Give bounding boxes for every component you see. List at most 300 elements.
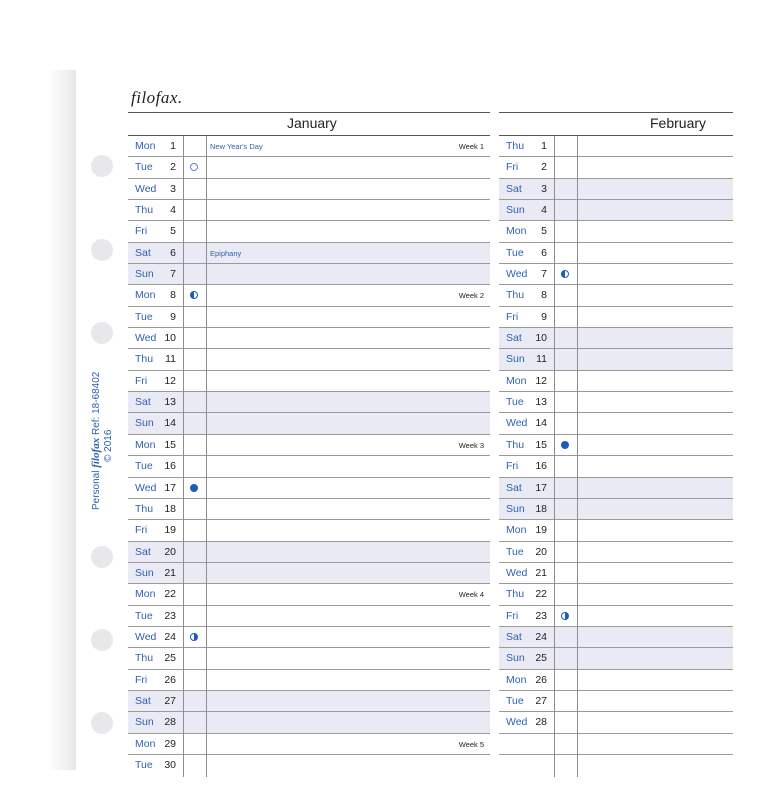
day-name: Wed [506,716,528,729]
day-row[interactable] [128,221,490,242]
day-name: Wed [135,332,157,345]
column-divider [577,243,578,264]
column-divider [554,734,555,755]
column-divider [183,307,184,328]
column-divider [206,349,207,370]
punch-hole [91,322,113,344]
day-number: 21 [164,566,176,579]
day-row[interactable] [499,755,733,776]
day-name: Mon [135,737,156,750]
punch-hole [91,629,113,651]
day-name: Tue [506,396,524,409]
week-number: Week 3 [458,440,484,450]
day-row[interactable] [128,755,490,776]
day-number: 26 [535,673,547,686]
day-name: Sun [135,268,154,281]
day-number: 2 [541,161,547,174]
filofax-logo: filofax. [131,88,183,107]
month-header [128,112,490,136]
day-name: Thu [506,289,525,302]
column-divider [206,499,207,520]
day-row[interactable] [128,627,490,648]
column-divider [554,563,555,584]
column-divider [206,627,207,648]
day-number: 24 [535,630,547,643]
day-row[interactable] [499,435,733,456]
day-row[interactable] [499,691,733,712]
day-name: Tue [135,758,153,771]
day-number: 16 [164,460,176,473]
day-row[interactable] [128,456,490,477]
column-divider [554,392,555,413]
day-number: 12 [535,374,547,387]
column-divider [206,328,207,349]
day-number: 8 [541,289,547,302]
column-divider [183,648,184,669]
day-name: Sun [135,716,154,729]
day-row[interactable] [128,584,490,605]
punch-hole [91,546,113,568]
day-row[interactable] [128,520,490,541]
day-number: 30 [164,758,176,771]
column-divider [206,478,207,499]
column-divider [554,755,555,777]
day-name: Sat [135,396,151,409]
day-number: 11 [165,353,176,366]
day-number: 23 [535,609,547,622]
day-row[interactable] [499,563,733,584]
day-row[interactable] [128,563,490,584]
day-number: 23 [164,609,176,622]
day-number: 9 [170,310,176,323]
column-divider [577,264,578,285]
day-number: 2 [170,161,176,174]
new-moon-icon [190,163,198,171]
day-row[interactable] [128,478,490,499]
column-divider [183,435,184,456]
column-divider [577,627,578,648]
column-divider [554,349,555,370]
day-row[interactable] [128,371,490,392]
week-number: Week 4 [458,590,484,600]
day-row[interactable] [499,392,733,413]
day-number: 3 [541,182,547,195]
day-name: Wed [135,481,157,494]
week-number: Week 1 [458,142,484,151]
punch-hole [91,155,113,177]
month-february [499,112,733,776]
column-divider [577,413,578,434]
day-number: 10 [164,332,176,345]
day-number: 21 [535,566,547,579]
day-number: 15 [164,438,176,451]
column-divider [554,200,555,221]
column-divider [577,520,578,541]
column-divider [577,435,578,456]
column-divider [206,243,207,264]
day-name: Sat [506,332,522,345]
day-name: Mon [135,588,156,601]
day-row[interactable] [128,542,490,563]
day-row[interactable] [128,712,490,733]
day-row[interactable] [128,413,490,434]
day-row[interactable] [499,200,733,221]
column-divider [206,670,207,691]
column-divider [183,691,184,712]
day-name: Sat [135,694,151,707]
day-number: 20 [164,545,176,558]
day-number: 28 [535,716,547,729]
column-divider [554,285,555,306]
day-row[interactable] [499,499,733,520]
column-divider [577,606,578,627]
day-name: Sun [135,417,154,430]
holiday-label: Epiphany [210,248,242,258]
column-divider [554,243,555,264]
day-name: Fri [506,161,519,174]
column-divider [577,179,578,200]
day-number: 18 [535,502,547,515]
column-divider [554,456,555,477]
day-row[interactable] [128,243,490,264]
day-number: 8 [170,289,176,302]
day-row[interactable] [499,648,733,669]
day-number: 29 [164,737,176,750]
column-divider [183,371,184,392]
column-divider [183,734,184,755]
day-name: Sat [506,182,522,195]
day-number: 13 [535,396,547,409]
day-number: 5 [170,225,176,238]
column-divider [577,157,578,178]
column-divider [554,435,555,456]
column-divider [183,264,184,285]
side-ref-number: Ref: 18-68402 [91,371,102,436]
day-number: 4 [541,204,547,217]
day-number: 24 [164,630,176,643]
day-row[interactable] [499,456,733,477]
column-divider [554,584,555,605]
column-divider [183,563,184,584]
side-copyright: © 2016 [103,429,114,462]
column-divider [206,413,207,434]
day-number: 11 [536,353,547,366]
day-row[interactable] [128,648,490,669]
day-row[interactable] [499,264,733,285]
day-row[interactable] [499,584,733,605]
day-name: Tue [506,694,524,707]
day-row[interactable] [128,179,490,200]
day-number: 26 [164,673,176,686]
day-row[interactable] [128,264,490,285]
day-name: Thu [506,438,525,451]
day-name: Thu [135,353,154,366]
column-divider [206,221,207,242]
column-divider [183,670,184,691]
column-divider [206,648,207,669]
day-name: Tue [506,246,524,259]
month-title: January [287,115,337,131]
day-number: 17 [164,481,176,494]
column-divider [554,691,555,712]
column-divider [206,136,207,157]
week-number: Week 5 [458,739,484,749]
column-divider [577,734,578,755]
column-divider [206,520,207,541]
day-name: Sat [506,481,522,494]
week-number: Week 2 [458,291,484,301]
column-divider [554,221,555,242]
column-divider [577,200,578,221]
day-number: 14 [535,417,547,430]
day-name: Fri [135,225,148,238]
day-rows [128,136,490,776]
column-divider [554,712,555,733]
day-row[interactable] [128,691,490,712]
column-divider [554,413,555,434]
day-name: Sat [135,246,151,259]
day-row[interactable] [499,285,733,306]
day-number: 19 [535,524,547,537]
day-name: Sat [135,545,151,558]
side-size: Personal [91,470,102,510]
day-row[interactable] [128,734,490,755]
day-row[interactable] [499,307,733,328]
column-divider [183,627,184,648]
day-name: Mon [135,140,156,152]
column-divider [183,478,184,499]
day-row[interactable] [128,285,490,306]
column-divider [554,371,555,392]
day-name: Thu [135,502,154,515]
column-divider [183,606,184,627]
column-divider [183,520,184,541]
binder-shadow [48,70,76,770]
column-divider [577,456,578,477]
column-divider [206,734,207,755]
day-number: 16 [535,460,547,473]
day-name: Tue [135,460,153,473]
day-number: 5 [541,225,547,238]
column-divider [206,691,207,712]
day-row[interactable] [499,606,733,627]
column-divider [206,435,207,456]
day-name: Thu [506,140,525,152]
day-row[interactable] [128,670,490,691]
holiday-label: New Year's Day [210,142,263,151]
day-number: 20 [535,545,547,558]
day-number: 7 [541,268,547,281]
day-row[interactable] [499,328,733,349]
column-divider [183,584,184,605]
last-quarter-moon-icon [190,291,198,299]
day-row[interactable] [499,221,733,242]
day-name: Sun [135,566,154,579]
column-divider [577,136,578,157]
full-moon-icon [561,441,569,449]
day-number: 12 [164,374,176,387]
day-row[interactable] [128,328,490,349]
column-divider [206,179,207,200]
column-divider [577,499,578,520]
day-row[interactable] [128,349,490,370]
day-row[interactable] [128,157,490,178]
column-divider [183,542,184,563]
day-row[interactable] [499,734,733,755]
column-divider [183,712,184,733]
day-row[interactable] [499,413,733,434]
column-divider [554,627,555,648]
day-name: Fri [506,460,519,473]
day-row[interactable] [128,392,490,413]
day-row[interactable] [499,478,733,499]
column-divider [577,563,578,584]
day-row[interactable] [499,157,733,178]
day-row[interactable] [128,136,490,157]
day-name: Mon [135,289,156,302]
column-divider [183,285,184,306]
first-quarter-moon-icon [190,633,198,641]
day-name: Thu [135,652,154,665]
first-quarter-moon-icon [561,612,569,620]
day-name: Mon [506,225,527,238]
column-divider [183,755,184,777]
day-row[interactable] [128,499,490,520]
column-divider [206,606,207,627]
column-divider [577,285,578,306]
day-rows [499,136,733,776]
last-quarter-moon-icon [561,270,569,278]
column-divider [554,606,555,627]
day-name: Sun [506,502,525,515]
day-number: 4 [170,204,176,217]
column-divider [183,413,184,434]
column-divider [183,157,184,178]
day-number: 10 [535,332,547,345]
day-row[interactable] [499,136,733,157]
column-divider [554,157,555,178]
day-number: 25 [164,652,176,665]
day-row[interactable] [499,371,733,392]
column-divider [206,712,207,733]
column-divider [183,456,184,477]
day-row[interactable] [128,307,490,328]
column-divider [554,478,555,499]
column-divider [554,542,555,563]
column-divider [206,563,207,584]
column-divider [183,200,184,221]
column-divider [577,542,578,563]
month-january [128,112,490,776]
column-divider [206,264,207,285]
day-row[interactable] [128,200,490,221]
day-number: 7 [170,268,176,281]
day-row[interactable] [128,606,490,627]
day-name: Wed [135,630,157,643]
column-divider [554,179,555,200]
day-row[interactable] [128,435,490,456]
day-row[interactable] [499,349,733,370]
column-divider [577,584,578,605]
column-divider [577,307,578,328]
day-number: 28 [164,716,176,729]
day-row[interactable] [499,627,733,648]
day-name: Thu [135,204,154,217]
day-number: 1 [170,140,176,152]
column-divider [577,712,578,733]
month-header [499,112,733,136]
day-number: 6 [541,246,547,259]
day-row[interactable] [499,670,733,691]
column-divider [554,328,555,349]
month-title: February [650,115,707,131]
column-divider [206,392,207,413]
column-divider [577,648,578,669]
day-number: 22 [535,588,547,601]
column-divider [183,499,184,520]
column-divider [554,648,555,669]
side-reference [90,372,115,510]
day-row[interactable] [499,243,733,264]
day-name: Mon [506,374,527,387]
day-name: Sun [506,652,525,665]
day-name: Wed [506,417,528,430]
day-number: 22 [164,588,176,601]
full-moon-icon [190,484,198,492]
day-row[interactable] [499,179,733,200]
day-row[interactable] [499,542,733,563]
day-number: 15 [535,438,547,451]
column-divider [554,307,555,328]
day-name: Mon [506,673,527,686]
column-divider [577,670,578,691]
column-divider [183,221,184,242]
day-name: Tue [135,161,153,174]
day-name: Thu [506,588,525,601]
day-name: Fri [135,374,148,387]
day-name: Fri [506,609,519,622]
column-divider [554,499,555,520]
day-name: Tue [135,310,153,323]
day-number: 19 [164,524,176,537]
column-divider [206,371,207,392]
day-number: 17 [535,481,547,494]
day-name: Sun [506,353,525,366]
day-number: 3 [170,182,176,195]
column-divider [183,243,184,264]
column-divider [554,264,555,285]
day-row[interactable] [499,520,733,541]
day-number: 25 [535,652,547,665]
column-divider [577,755,578,777]
column-divider [554,136,555,157]
column-divider [206,542,207,563]
day-row[interactable] [499,712,733,733]
day-number: 27 [535,694,547,707]
column-divider [206,755,207,777]
column-divider [577,328,578,349]
column-divider [206,584,207,605]
day-name: Wed [506,566,528,579]
day-name: Wed [506,268,528,281]
column-divider [206,307,207,328]
punch-hole [91,239,113,261]
day-number: 9 [541,310,547,323]
day-name: Wed [135,182,157,195]
column-divider [183,349,184,370]
column-divider [206,285,207,306]
column-divider [183,179,184,200]
